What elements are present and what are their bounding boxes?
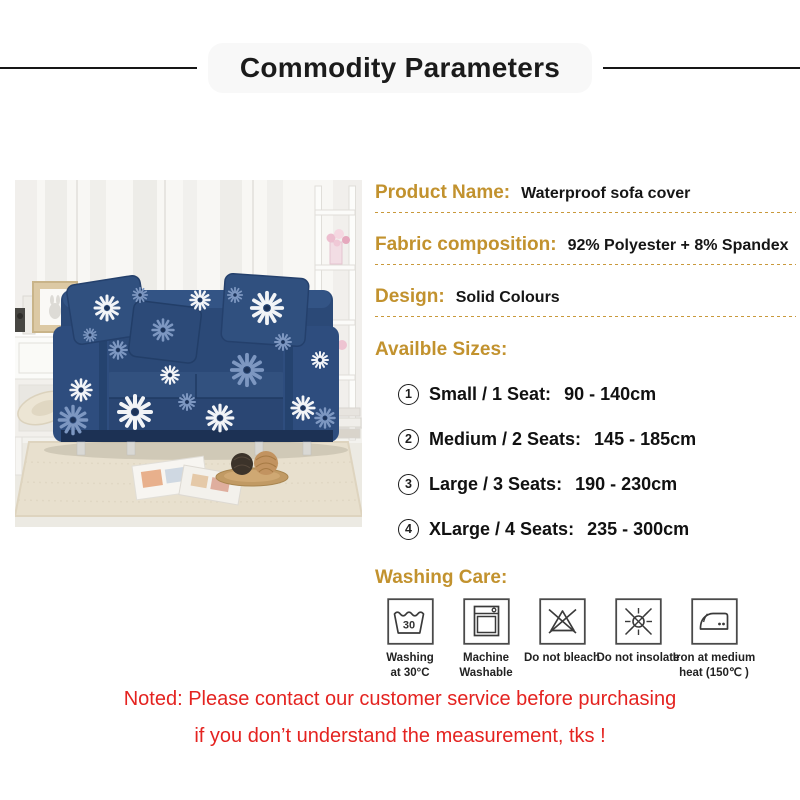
product-name-row bbox=[375, 182, 796, 213]
purchase-note-line1: Noted: Please contact our customer service before purchasing bbox=[123, 688, 677, 710]
fabric-composition-row bbox=[375, 234, 796, 265]
size-range: 90 - 140cm bbox=[564, 383, 657, 404]
wash-care-label: Washing at 30°C bbox=[386, 652, 434, 679]
purchase-note bbox=[0, 681, 800, 755]
size-range: 190 - 230cm bbox=[575, 473, 678, 494]
dashed-divider bbox=[375, 316, 796, 317]
size-row-large bbox=[375, 472, 796, 496]
fabric-composition-label: Fabric composition: bbox=[375, 234, 557, 255]
design-value: Solid Colours bbox=[455, 289, 560, 306]
purchase-note-line2: if you don’t understand the measurement, tks ! bbox=[194, 725, 606, 747]
wash-care-item-do-not-bleach bbox=[524, 598, 600, 681]
design-label: Design: bbox=[375, 286, 445, 307]
washing-care-icons-row bbox=[372, 598, 796, 681]
machine-washable-icon bbox=[463, 598, 510, 645]
wash-30-icon bbox=[387, 598, 434, 645]
size-row-xlarge bbox=[375, 517, 796, 541]
do-not-bleach-icon bbox=[539, 598, 586, 645]
washing-care-heading: Washing Care: bbox=[375, 567, 508, 588]
fabric-composition-value: 92% Polyester + 8% Spandex bbox=[567, 237, 789, 254]
sofa-scene-illustration bbox=[15, 180, 362, 527]
wash-care-label: Machine Washable bbox=[459, 652, 513, 679]
size-label: Large / 3 Seats: bbox=[429, 473, 563, 494]
size-number-badge: 3 bbox=[398, 474, 419, 495]
size-label: Medium / 2 Seats: bbox=[429, 428, 582, 449]
wash-care-label: Iron at medium heat (150℃ ) bbox=[672, 652, 756, 679]
product-name-label: Product Name: bbox=[375, 182, 511, 203]
size-range: 145 - 185cm bbox=[594, 428, 697, 449]
size-label: Small / 1 Seat: bbox=[429, 383, 552, 404]
product-photo bbox=[15, 180, 362, 527]
dashed-divider bbox=[375, 212, 796, 213]
title-divider-left bbox=[0, 67, 197, 70]
size-row-small bbox=[375, 382, 796, 406]
title-row bbox=[0, 42, 800, 94]
page-title: Commodity Parameters bbox=[208, 43, 592, 93]
size-row-medium bbox=[375, 427, 796, 451]
product-details-panel bbox=[375, 182, 796, 681]
wash-care-label: Do not bleach bbox=[523, 652, 601, 664]
wash-care-item-machine-washable bbox=[448, 598, 524, 681]
wash-care-item-iron-medium bbox=[672, 598, 756, 681]
design-row bbox=[375, 286, 796, 317]
size-number-badge: 4 bbox=[398, 519, 419, 540]
wash-temp-text: 30 bbox=[402, 619, 415, 632]
available-sizes-heading: Availble Sizes: bbox=[375, 339, 508, 360]
product-name-value: Waterproof sofa cover bbox=[521, 185, 691, 202]
title-divider-right bbox=[603, 67, 800, 70]
dashed-divider bbox=[375, 264, 796, 265]
iron-medium-heat-icon bbox=[691, 598, 738, 645]
size-range: 235 - 300cm bbox=[587, 518, 690, 539]
size-number-badge: 1 bbox=[398, 384, 419, 405]
size-number-badge: 2 bbox=[398, 429, 419, 450]
size-label: XLarge / 4 Seats: bbox=[429, 518, 575, 539]
wash-care-item-do-not-insolate bbox=[596, 598, 680, 681]
wash-care-label: Do not insolate bbox=[596, 652, 680, 664]
wash-care-item-washing-30 bbox=[372, 598, 448, 681]
do-not-insolate-icon bbox=[615, 598, 662, 645]
